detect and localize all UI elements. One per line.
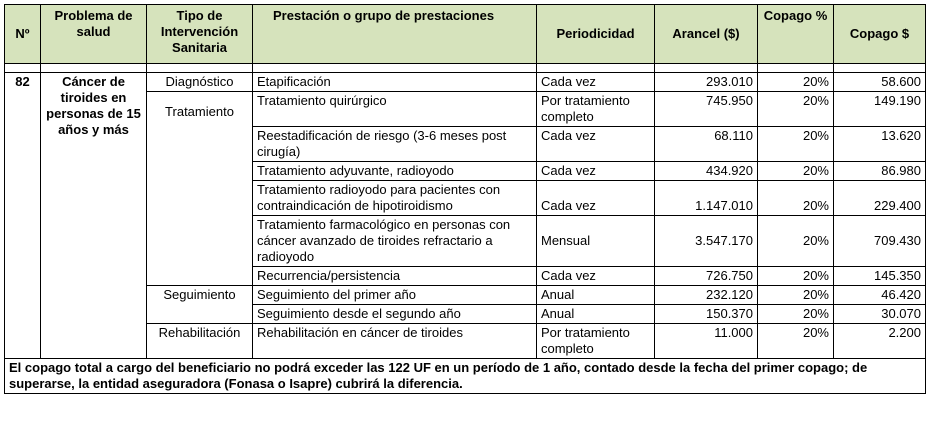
- arancel-cell: 3.547.170: [655, 216, 758, 267]
- copago-pct-cell: 20%: [758, 286, 834, 305]
- periodicidad-cell: Cada vez: [537, 181, 655, 216]
- header-copago-pct: Copago %: [758, 5, 834, 64]
- prestacion-cell: Tratamiento adyuvante, radioyodo: [253, 162, 537, 181]
- prestacion-cell: Seguimiento del primer año: [253, 286, 537, 305]
- periodicidad-cell: Por tratamiento completo: [537, 324, 655, 359]
- header-periodicidad: Periodicidad: [537, 5, 655, 64]
- prestacion-cell: Rehabilitación en cáncer de tiroides: [253, 324, 537, 359]
- arancel-cell: 726.750: [655, 267, 758, 286]
- arancel-cell: 68.110: [655, 127, 758, 162]
- copago-pct-cell: 20%: [758, 324, 834, 359]
- prestacion-cell: Tratamiento radioyodo para pacientes con contraindicación de hipotiroidismo: [253, 181, 537, 216]
- arancel-cell: 434.920: [655, 162, 758, 181]
- group-seguimiento: Seguimiento: [147, 286, 253, 324]
- arancel-cell: 1.147.010: [655, 181, 758, 216]
- header-arancel: Arancel ($): [655, 5, 758, 64]
- prestacion-cell: Seguimiento desde el segundo año: [253, 305, 537, 324]
- arancel-cell: 11.000: [655, 324, 758, 359]
- footer-row: [5, 359, 926, 394]
- arancel-cell: 745.950: [655, 92, 758, 127]
- header-copago-monto: Copago $: [834, 5, 926, 64]
- prestacion-cell: Etapificación: [253, 73, 537, 92]
- ges-table: [4, 4, 926, 394]
- copago-monto-cell: 30.070: [834, 305, 926, 324]
- arancel-cell: 150.370: [655, 305, 758, 324]
- periodicidad-cell: Cada vez: [537, 127, 655, 162]
- copago-monto-cell: 58.600: [834, 73, 926, 92]
- periodicidad-cell: Cada vez: [537, 73, 655, 92]
- group-rehabilitacion: Rehabilitación: [147, 324, 253, 359]
- header-row: [5, 5, 926, 64]
- periodicidad-cell: Por tratamiento completo: [537, 92, 655, 127]
- copago-monto-cell: 149.190: [834, 92, 926, 127]
- copago-pct-cell: 20%: [758, 181, 834, 216]
- header-num: Nº: [5, 5, 41, 64]
- copago-pct-cell: 20%: [758, 162, 834, 181]
- copago-monto-cell: 2.200: [834, 324, 926, 359]
- problem-number: 82: [5, 73, 41, 359]
- prestacion-cell: Reestadificación de riesgo (3-6 meses post cirugía): [253, 127, 537, 162]
- copago-pct-cell: 20%: [758, 127, 834, 162]
- periodicidad-cell: Cada vez: [537, 267, 655, 286]
- copago-pct-cell: 20%: [758, 305, 834, 324]
- copago-pct-cell: 20%: [758, 73, 834, 92]
- periodicidad-cell: Cada vez: [537, 162, 655, 181]
- copago-monto-cell: 13.620: [834, 127, 926, 162]
- copago-monto-cell: 145.350: [834, 267, 926, 286]
- group-diagnostico: Diagnóstico: [147, 73, 253, 92]
- header-tipo: Tipo de Intervención Sanitaria: [147, 5, 253, 64]
- copago-monto-cell: 46.420: [834, 286, 926, 305]
- group-tratamiento: Tratamiento: [147, 92, 253, 286]
- header-prestacion: Prestación o grupo de prestaciones: [253, 5, 537, 64]
- copago-monto-cell: 86.980: [834, 162, 926, 181]
- arancel-cell: 232.120: [655, 286, 758, 305]
- periodicidad-cell: Mensual: [537, 216, 655, 267]
- copago-monto-cell: 709.430: [834, 216, 926, 267]
- periodicidad-cell: Anual: [537, 305, 655, 324]
- prestacion-cell: Tratamiento farmacológico en personas con cáncer avanzado de tiroides refractario a radioyodo: [253, 216, 537, 267]
- problem-name: Cáncer de tiroides en personas de 15 años y más: [41, 73, 147, 359]
- prestacion-cell: Recurrencia/persistencia: [253, 267, 537, 286]
- copago-monto-cell: 229.400: [834, 181, 926, 216]
- periodicidad-cell: Anual: [537, 286, 655, 305]
- table-row: [5, 73, 926, 92]
- header-problema: Problema de salud: [41, 5, 147, 64]
- prestacion-cell: Tratamiento quirúrgico: [253, 92, 537, 127]
- copago-pct-cell: 20%: [758, 92, 834, 127]
- arancel-cell: 293.010: [655, 73, 758, 92]
- copago-pct-cell: 20%: [758, 216, 834, 267]
- copago-pct-cell: 20%: [758, 267, 834, 286]
- spacer-row: [5, 64, 926, 73]
- copago-limit-note: El copago total a cargo del beneficiario no podrá exceder las 122 UF en un período de 1 año, contado desde la fecha del primer copago; de superarse, la entidad aseguradora (Fonasa o Isapre) cubrirá la diferencia.: [5, 359, 926, 394]
